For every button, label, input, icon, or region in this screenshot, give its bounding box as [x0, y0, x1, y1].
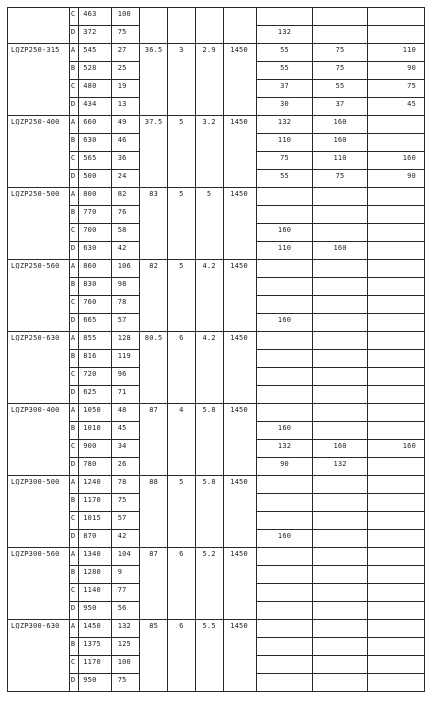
- motor-power-3-cell: [368, 602, 425, 620]
- model-cell: LQZP250-315: [8, 44, 70, 116]
- motor-power-3-cell: [368, 368, 425, 386]
- blade-angle-cell: 4.2: [195, 260, 223, 332]
- npsh-cell: 4: [168, 404, 195, 476]
- head-cell: 77: [111, 584, 139, 602]
- flow-cell: 1050: [79, 404, 111, 422]
- motor-power-1-cell: [257, 332, 313, 350]
- table-row: [8, 188, 425, 206]
- motor-power-1-cell: [257, 8, 313, 26]
- head-cell: 27: [111, 44, 139, 62]
- motor-power-1-cell: [257, 638, 313, 656]
- motor-power-2-cell: [312, 314, 368, 332]
- npsh-cell: 5: [168, 476, 195, 548]
- motor-power-1-cell: 55: [257, 170, 313, 188]
- blade-angle-cell: 3.2: [195, 116, 223, 188]
- flow-cell: 1280: [79, 566, 111, 584]
- motor-power-1-cell: 132: [257, 440, 313, 458]
- model-cell: LQZP300-400: [8, 404, 70, 476]
- motor-power-3-cell: 110: [368, 44, 425, 62]
- efficiency-cell: 36.5: [139, 44, 167, 116]
- impeller-code-cell: C: [69, 224, 78, 242]
- motor-power-3-cell: [368, 278, 425, 296]
- motor-power-2-cell: [312, 350, 368, 368]
- impeller-code-cell: A: [69, 404, 78, 422]
- model-cell: LQZP300-500: [8, 476, 70, 548]
- motor-power-3-cell: [368, 224, 425, 242]
- motor-power-2-cell: [312, 530, 368, 548]
- motor-power-2-cell: [312, 404, 368, 422]
- speed-cell: 1450: [223, 548, 257, 620]
- motor-power-2-cell: 37: [312, 98, 368, 116]
- motor-power-1-cell: [257, 206, 313, 224]
- motor-power-2-cell: 160: [312, 242, 368, 260]
- motor-power-2-cell: [312, 332, 368, 350]
- head-cell: 24: [111, 170, 139, 188]
- motor-power-3-cell: [368, 386, 425, 404]
- impeller-code-cell: A: [69, 44, 78, 62]
- efficiency-cell: [139, 8, 167, 44]
- model-cell: LQZP250-400: [8, 116, 70, 188]
- model-cell: LQZP250-500: [8, 188, 70, 260]
- motor-power-3-cell: [368, 674, 425, 692]
- flow-cell: 1170: [79, 656, 111, 674]
- motor-power-3-cell: [368, 530, 425, 548]
- impeller-code-cell: C: [69, 152, 78, 170]
- motor-power-3-cell: [368, 512, 425, 530]
- impeller-code-cell: D: [69, 26, 78, 44]
- impeller-code-cell: A: [69, 188, 78, 206]
- impeller-code-cell: D: [69, 458, 78, 476]
- head-cell: 78: [111, 476, 139, 494]
- motor-power-1-cell: 160: [257, 224, 313, 242]
- model-cell: LQZP250-630: [8, 332, 70, 404]
- flow-cell: 1240: [79, 476, 111, 494]
- motor-power-1-cell: 90: [257, 458, 313, 476]
- head-cell: 106: [111, 260, 139, 278]
- motor-power-1-cell: [257, 260, 313, 278]
- head-cell: 56: [111, 602, 139, 620]
- flow-cell: 372: [79, 26, 111, 44]
- flow-cell: 830: [79, 278, 111, 296]
- impeller-code-cell: C: [69, 584, 78, 602]
- impeller-code-cell: A: [69, 260, 78, 278]
- head-cell: 100: [111, 656, 139, 674]
- flow-cell: 545: [79, 44, 111, 62]
- blade-angle-cell: 5.8: [195, 476, 223, 548]
- motor-power-3-cell: [368, 458, 425, 476]
- table-row: [8, 8, 425, 26]
- motor-power-1-cell: [257, 656, 313, 674]
- head-cell: 57: [111, 314, 139, 332]
- flow-cell: 950: [79, 602, 111, 620]
- head-cell: 71: [111, 386, 139, 404]
- efficiency-cell: 37.5: [139, 116, 167, 188]
- npsh-cell: 6: [168, 548, 195, 620]
- efficiency-cell: 87: [139, 404, 167, 476]
- motor-power-1-cell: [257, 566, 313, 584]
- motor-power-1-cell: 55: [257, 62, 313, 80]
- head-cell: 9: [111, 566, 139, 584]
- motor-power-3-cell: 160: [368, 152, 425, 170]
- motor-power-2-cell: [312, 206, 368, 224]
- motor-power-1-cell: [257, 584, 313, 602]
- blade-angle-cell: 4.2: [195, 332, 223, 404]
- impeller-code-cell: C: [69, 80, 78, 98]
- flow-cell: 1015: [79, 512, 111, 530]
- flow-cell: 660: [79, 116, 111, 134]
- speed-cell: 1450: [223, 116, 257, 188]
- flow-cell: 1140: [79, 584, 111, 602]
- pump-spec-table-container: [7, 7, 425, 692]
- flow-cell: 950: [79, 674, 111, 692]
- efficiency-cell: 82: [139, 260, 167, 332]
- motor-power-1-cell: [257, 296, 313, 314]
- impeller-code-cell: B: [69, 422, 78, 440]
- motor-power-1-cell: [257, 476, 313, 494]
- motor-power-3-cell: [368, 350, 425, 368]
- npsh-cell: 3: [168, 44, 195, 116]
- head-cell: 48: [111, 404, 139, 422]
- motor-power-2-cell: [312, 26, 368, 44]
- head-cell: 100: [111, 8, 139, 26]
- flow-cell: 855: [79, 332, 111, 350]
- motor-power-2-cell: [312, 422, 368, 440]
- motor-power-1-cell: 160: [257, 314, 313, 332]
- speed-cell: [223, 8, 257, 44]
- table-row: [8, 332, 425, 350]
- motor-power-1-cell: 160: [257, 530, 313, 548]
- motor-power-2-cell: 132: [312, 458, 368, 476]
- npsh-cell: 5: [168, 260, 195, 332]
- speed-cell: 1450: [223, 44, 257, 116]
- head-cell: 75: [111, 26, 139, 44]
- flow-cell: 1170: [79, 494, 111, 512]
- motor-power-1-cell: [257, 602, 313, 620]
- impeller-code-cell: D: [69, 170, 78, 188]
- motor-power-2-cell: [312, 494, 368, 512]
- head-cell: 36: [111, 152, 139, 170]
- motor-power-1-cell: 75: [257, 152, 313, 170]
- impeller-code-cell: B: [69, 638, 78, 656]
- motor-power-3-cell: [368, 260, 425, 278]
- motor-power-2-cell: [312, 224, 368, 242]
- head-cell: 45: [111, 422, 139, 440]
- flow-cell: 1010: [79, 422, 111, 440]
- head-cell: 46: [111, 134, 139, 152]
- head-cell: 128: [111, 332, 139, 350]
- flow-cell: 565: [79, 152, 111, 170]
- impeller-code-cell: B: [69, 278, 78, 296]
- motor-power-1-cell: 132: [257, 116, 313, 134]
- motor-power-1-cell: 30: [257, 98, 313, 116]
- head-cell: 75: [111, 674, 139, 692]
- motor-power-3-cell: [368, 476, 425, 494]
- npsh-cell: [168, 8, 195, 44]
- motor-power-3-cell: [368, 8, 425, 26]
- impeller-code-cell: D: [69, 98, 78, 116]
- head-cell: 58: [111, 224, 139, 242]
- head-cell: 98: [111, 278, 139, 296]
- head-cell: 13: [111, 98, 139, 116]
- head-cell: 125: [111, 638, 139, 656]
- impeller-code-cell: B: [69, 134, 78, 152]
- efficiency-cell: 88: [139, 476, 167, 548]
- blade-angle-cell: 5.5: [195, 620, 223, 692]
- motor-power-3-cell: [368, 638, 425, 656]
- impeller-code-cell: D: [69, 530, 78, 548]
- speed-cell: 1450: [223, 476, 257, 548]
- motor-power-2-cell: 110: [312, 152, 368, 170]
- motor-power-3-cell: [368, 656, 425, 674]
- blade-angle-cell: [195, 8, 223, 44]
- motor-power-3-cell: [368, 134, 425, 152]
- blade-angle-cell: 5.2: [195, 548, 223, 620]
- flow-cell: 1375: [79, 638, 111, 656]
- table-row: [8, 260, 425, 278]
- motor-power-3-cell: 90: [368, 62, 425, 80]
- npsh-cell: 6: [168, 620, 195, 692]
- motor-power-2-cell: 75: [312, 62, 368, 80]
- head-cell: 104: [111, 548, 139, 566]
- impeller-code-cell: D: [69, 674, 78, 692]
- head-cell: 82: [111, 188, 139, 206]
- npsh-cell: 6: [168, 332, 195, 404]
- motor-power-1-cell: 132: [257, 26, 313, 44]
- motor-power-1-cell: [257, 368, 313, 386]
- impeller-code-cell: B: [69, 494, 78, 512]
- motor-power-3-cell: [368, 566, 425, 584]
- impeller-code-cell: C: [69, 368, 78, 386]
- motor-power-1-cell: 110: [257, 242, 313, 260]
- motor-power-2-cell: [312, 674, 368, 692]
- impeller-code-cell: C: [69, 656, 78, 674]
- table-row: [8, 404, 425, 422]
- motor-power-2-cell: 75: [312, 44, 368, 62]
- motor-power-1-cell: 37: [257, 80, 313, 98]
- flow-cell: 528: [79, 62, 111, 80]
- flow-cell: 816: [79, 350, 111, 368]
- impeller-code-cell: B: [69, 62, 78, 80]
- head-cell: 78: [111, 296, 139, 314]
- flow-cell: 1450: [79, 620, 111, 638]
- speed-cell: 1450: [223, 260, 257, 332]
- impeller-code-cell: A: [69, 476, 78, 494]
- motor-power-1-cell: [257, 350, 313, 368]
- motor-power-1-cell: 55: [257, 44, 313, 62]
- efficiency-cell: 85: [139, 620, 167, 692]
- motor-power-2-cell: [312, 512, 368, 530]
- head-cell: 75: [111, 494, 139, 512]
- motor-power-3-cell: [368, 332, 425, 350]
- motor-power-1-cell: [257, 548, 313, 566]
- speed-cell: 1450: [223, 620, 257, 692]
- head-cell: 42: [111, 242, 139, 260]
- motor-power-2-cell: [312, 476, 368, 494]
- motor-power-1-cell: [257, 674, 313, 692]
- flow-cell: 1340: [79, 548, 111, 566]
- motor-power-1-cell: [257, 620, 313, 638]
- flow-cell: 800: [79, 188, 111, 206]
- motor-power-3-cell: [368, 242, 425, 260]
- motor-power-3-cell: [368, 314, 425, 332]
- speed-cell: 1450: [223, 404, 257, 476]
- motor-power-1-cell: [257, 494, 313, 512]
- flow-cell: 434: [79, 98, 111, 116]
- blade-angle-cell: 2.9: [195, 44, 223, 116]
- motor-power-3-cell: [368, 26, 425, 44]
- motor-power-2-cell: [312, 278, 368, 296]
- impeller-code-cell: C: [69, 8, 78, 26]
- flow-cell: 625: [79, 386, 111, 404]
- head-cell: 34: [111, 440, 139, 458]
- speed-cell: 1450: [223, 332, 257, 404]
- impeller-code-cell: C: [69, 440, 78, 458]
- motor-power-2-cell: [312, 260, 368, 278]
- efficiency-cell: 80.5: [139, 332, 167, 404]
- flow-cell: 760: [79, 296, 111, 314]
- efficiency-cell: 87: [139, 548, 167, 620]
- speed-cell: 1450: [223, 188, 257, 260]
- head-cell: 76: [111, 206, 139, 224]
- head-cell: 19: [111, 80, 139, 98]
- flow-cell: 780: [79, 458, 111, 476]
- motor-power-2-cell: [312, 566, 368, 584]
- motor-power-2-cell: [312, 656, 368, 674]
- impeller-code-cell: D: [69, 242, 78, 260]
- motor-power-3-cell: [368, 188, 425, 206]
- motor-power-2-cell: [312, 602, 368, 620]
- motor-power-2-cell: [312, 584, 368, 602]
- head-cell: 57: [111, 512, 139, 530]
- head-cell: 25: [111, 62, 139, 80]
- impeller-code-cell: A: [69, 620, 78, 638]
- pump-spec-table: [7, 7, 425, 692]
- motor-power-3-cell: 90: [368, 170, 425, 188]
- motor-power-1-cell: 110: [257, 134, 313, 152]
- npsh-cell: 5: [168, 188, 195, 260]
- efficiency-cell: 83: [139, 188, 167, 260]
- motor-power-3-cell: [368, 620, 425, 638]
- impeller-code-cell: C: [69, 296, 78, 314]
- flow-cell: 870: [79, 530, 111, 548]
- impeller-code-cell: C: [69, 512, 78, 530]
- motor-power-1-cell: [257, 404, 313, 422]
- impeller-code-cell: A: [69, 548, 78, 566]
- head-cell: 49: [111, 116, 139, 134]
- motor-power-3-cell: 75: [368, 80, 425, 98]
- motor-power-3-cell: 160: [368, 440, 425, 458]
- impeller-code-cell: A: [69, 116, 78, 134]
- table-row: [8, 620, 425, 638]
- motor-power-2-cell: [312, 296, 368, 314]
- flow-cell: 860: [79, 260, 111, 278]
- table-row: [8, 548, 425, 566]
- head-cell: 132: [111, 620, 139, 638]
- motor-power-3-cell: [368, 206, 425, 224]
- model-cell: LQZP250-560: [8, 260, 70, 332]
- impeller-code-cell: A: [69, 332, 78, 350]
- motor-power-3-cell: [368, 584, 425, 602]
- table-row: [8, 116, 425, 134]
- motor-power-2-cell: [312, 638, 368, 656]
- motor-power-2-cell: 160: [312, 440, 368, 458]
- table-row: [8, 476, 425, 494]
- motor-power-3-cell: [368, 116, 425, 134]
- motor-power-1-cell: [257, 512, 313, 530]
- motor-power-3-cell: [368, 494, 425, 512]
- impeller-code-cell: D: [69, 386, 78, 404]
- motor-power-2-cell: 55: [312, 80, 368, 98]
- impeller-code-cell: D: [69, 314, 78, 332]
- flow-cell: 665: [79, 314, 111, 332]
- head-cell: 119: [111, 350, 139, 368]
- model-cell: LQZP300-630: [8, 620, 70, 692]
- impeller-code-cell: B: [69, 566, 78, 584]
- flow-cell: 630: [79, 242, 111, 260]
- motor-power-2-cell: [312, 620, 368, 638]
- impeller-code-cell: B: [69, 206, 78, 224]
- flow-cell: 480: [79, 80, 111, 98]
- npsh-cell: 5: [168, 116, 195, 188]
- motor-power-2-cell: [312, 368, 368, 386]
- motor-power-3-cell: 45: [368, 98, 425, 116]
- motor-power-3-cell: [368, 548, 425, 566]
- motor-power-1-cell: [257, 386, 313, 404]
- table-row: [8, 44, 425, 62]
- flow-cell: 770: [79, 206, 111, 224]
- motor-power-1-cell: [257, 278, 313, 296]
- impeller-code-cell: B: [69, 350, 78, 368]
- motor-power-3-cell: [368, 404, 425, 422]
- head-cell: 42: [111, 530, 139, 548]
- model-cell: LQZP300-560: [8, 548, 70, 620]
- motor-power-2-cell: 75: [312, 170, 368, 188]
- flow-cell: 630: [79, 134, 111, 152]
- motor-power-1-cell: [257, 188, 313, 206]
- impeller-code-cell: D: [69, 602, 78, 620]
- motor-power-2-cell: [312, 188, 368, 206]
- flow-cell: 900: [79, 440, 111, 458]
- motor-power-2-cell: [312, 386, 368, 404]
- motor-power-2-cell: 160: [312, 116, 368, 134]
- pump-spec-table-body: [8, 8, 425, 692]
- motor-power-1-cell: 160: [257, 422, 313, 440]
- head-cell: 96: [111, 368, 139, 386]
- motor-power-3-cell: [368, 422, 425, 440]
- flow-cell: 700: [79, 224, 111, 242]
- blade-angle-cell: 5: [195, 188, 223, 260]
- blade-angle-cell: 5.8: [195, 404, 223, 476]
- model-cell: [8, 8, 70, 44]
- flow-cell: 500: [79, 170, 111, 188]
- head-cell: 26: [111, 458, 139, 476]
- flow-cell: 720: [79, 368, 111, 386]
- flow-cell: 463: [79, 8, 111, 26]
- motor-power-3-cell: [368, 296, 425, 314]
- motor-power-2-cell: 160: [312, 134, 368, 152]
- motor-power-2-cell: [312, 548, 368, 566]
- motor-power-2-cell: [312, 8, 368, 26]
